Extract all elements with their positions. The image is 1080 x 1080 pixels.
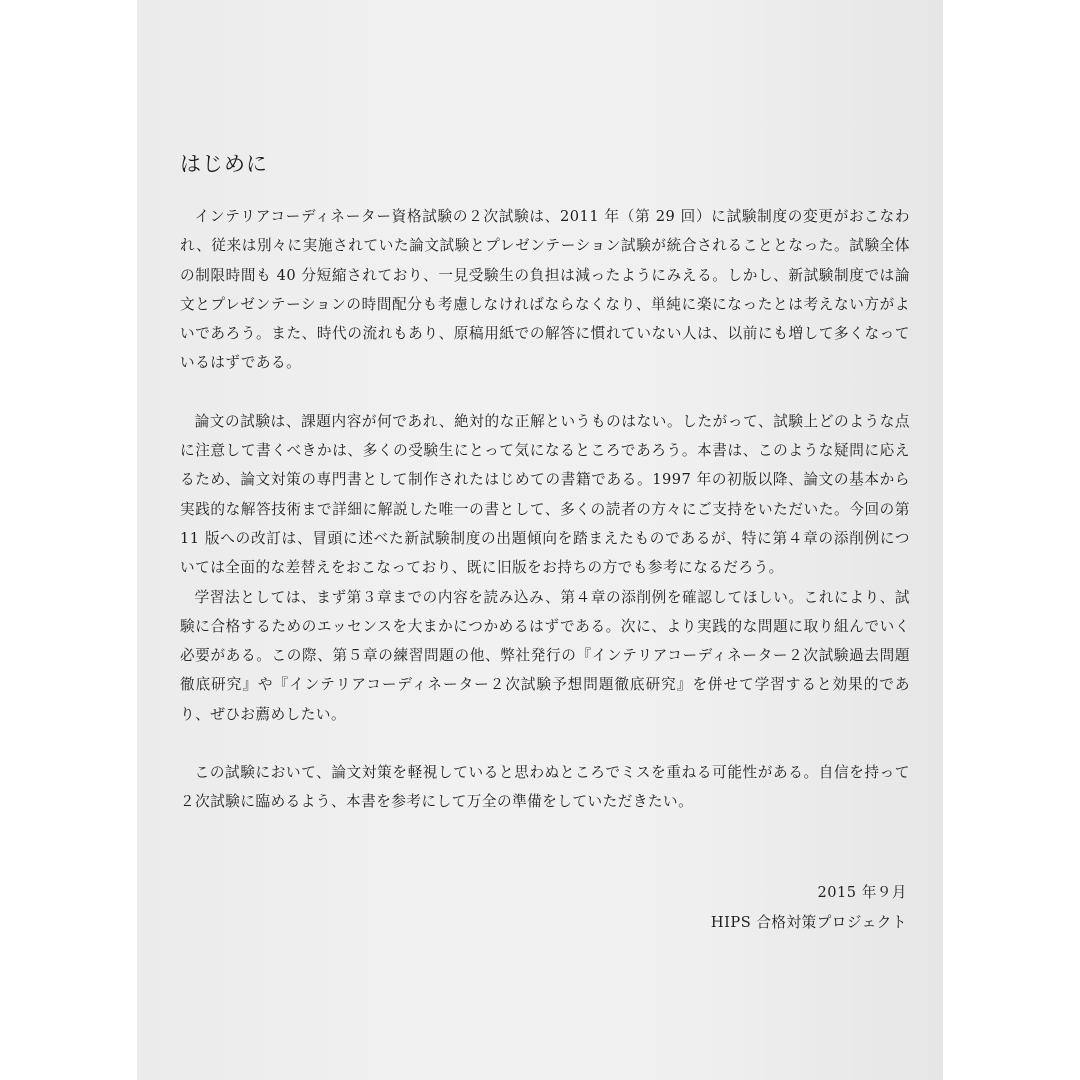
body-text: [180, 202, 910, 817]
signature-author: HIPS 合格対策プロジェクト: [710, 914, 907, 931]
paragraph-spacer: [180, 729, 910, 758]
document-page: [137, 0, 943, 1080]
signature-block: [711, 878, 907, 938]
paragraph: 学習法としては、まず第３章までの内容を読み込み、第４章の添削例を確認してほしい。これにより、試験に合格するためのエッセンスを大まかにつかめるはずである。次に、より実践的な問題に取り組んでいく必要がある。この際、第５章の練習問題の他、弊社発行の『インテリアコーディネーター２次試験過去問題徹底研究』や『インテリアコーディネーター２次試験予想問題徹底研究』を併せて学習すると効果的であり、ぜひお薦めしたい。: [180, 588, 910, 723]
signature-date: 2015 年９月: [817, 884, 907, 901]
paragraph: 論文の試験は、課題内容が何であれ、絶対的な正解というものはない。したがって、試験上どのような点に注意して書くべきかは、多くの受験生にとって気になるところであろう。本書は、このような疑問に応えるため、論文対策の専門書として制作されたはじめての書籍である。1997 年の初版以降、論文の基本から実践的な解答技術まで詳細に解説した唯一の書として、多くの読者の方々にご支持をいただいた。今回の第 11 版への改訂は、冒頭に述べた新試験制度の出題傾向を踏まえたものであるが、特に第４章の添削例については全面的な差替えをおこなっており、既に旧版をお持ちの方でも参考になるだろう。: [180, 412, 910, 577]
paragraph-spacer: [180, 378, 910, 407]
paragraph: この試験において、論文対策を軽視していると思わぬところでミスを重ねる可能性がある。自信を持って２次試験に臨めるよう、本書を参考にして万全の準備をしていただきたい。: [180, 764, 910, 811]
paragraph: インテリアコーディネーター資格試験の２次試験は、2011 年（第 29 回）に試験制度の変更がおこなわれ、従来は別々に実施されていた論文試験とプレゼンテーション試験が統合されることとなった。試験全体の制限時間も 40 分短縮されており、一見受験生の負担は減ったようにみえる。しかし、新試験制度では論文とプレゼンテーションの時間配分も考慮しなければならなくなり、単純に楽になったとは考えない方がよいであろう。また、時代の流れもあり、原稿用紙での解答に慣れていない人は、以前にも増して多くなっているはずである。: [180, 208, 910, 372]
page-title: はじめに: [180, 152, 268, 176]
